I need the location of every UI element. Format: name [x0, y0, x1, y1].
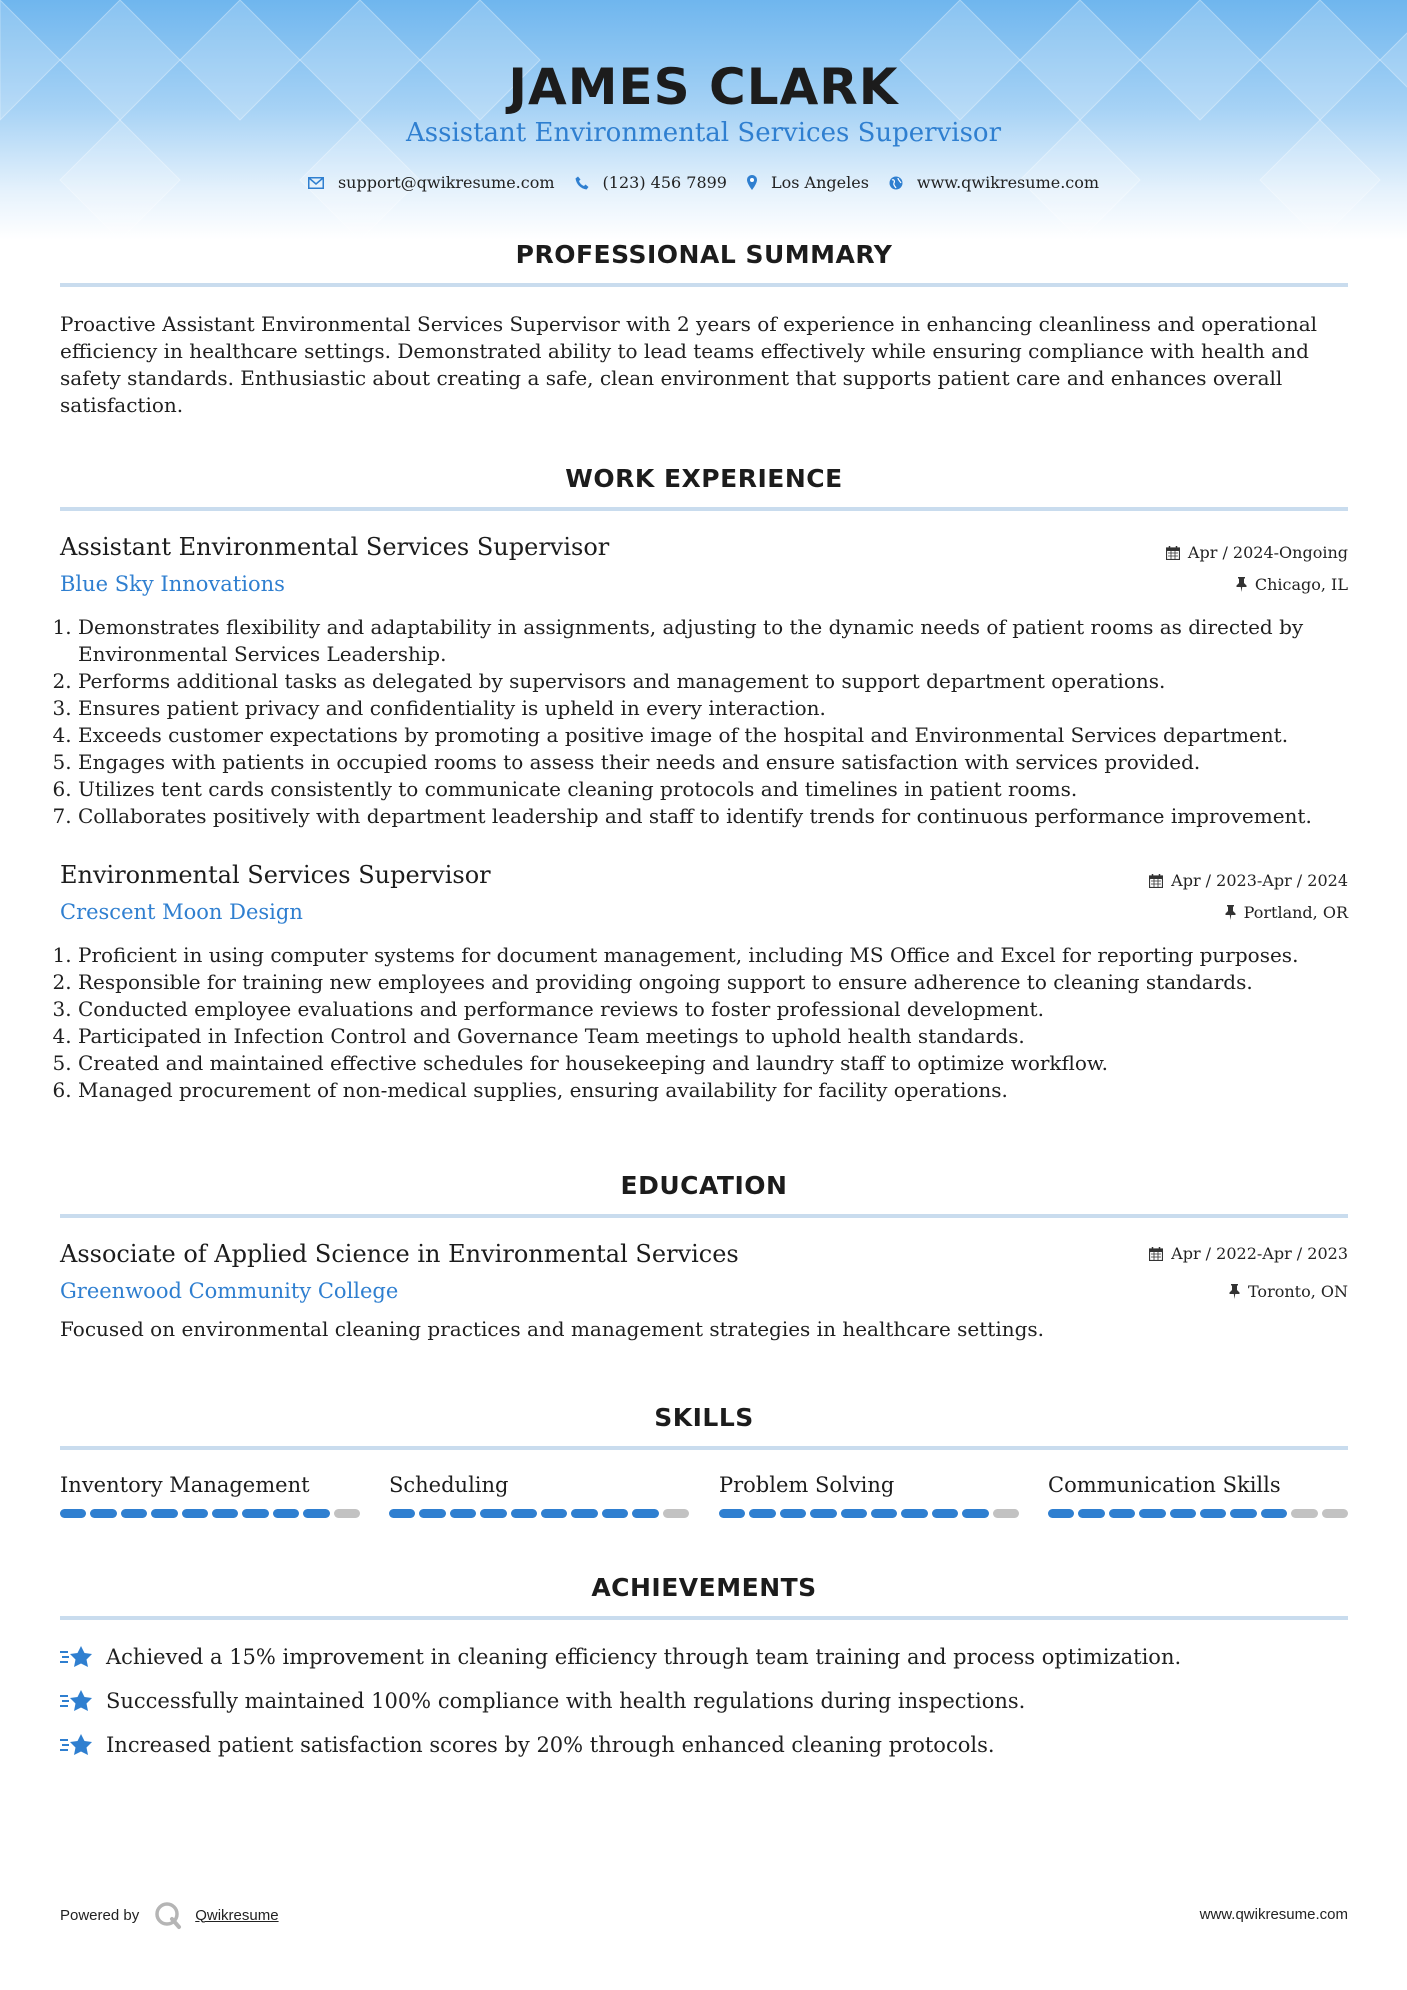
skill-name: Problem Solving	[719, 1473, 895, 1497]
contact-website-text: www.qwikresume.com	[916, 173, 1100, 192]
skill-segment-empty	[1291, 1509, 1317, 1518]
job-location-text: Portland, OR	[1243, 903, 1348, 922]
header-banner	[0, 0, 1407, 240]
duty-item: 4. Participated in Infection Control and Governance Team meetings to uphold health standards.	[78, 1023, 1366, 1050]
pushpin-icon	[1225, 905, 1236, 920]
footer-branding	[60, 1900, 279, 1930]
achievement-item	[60, 1688, 1025, 1714]
calendar-icon	[1149, 1247, 1163, 1261]
contact-location-text: Los Angeles	[770, 173, 869, 192]
powered-by-label: Powered by	[60, 1906, 140, 1924]
job-location-text: Chicago, IL	[1254, 575, 1348, 594]
job-title: Environmental Services Supervisor	[60, 861, 491, 889]
skill-segment-filled	[841, 1509, 867, 1518]
skill-level-bar	[389, 1509, 689, 1518]
education-location	[1229, 1282, 1348, 1301]
qwikresume-logo-icon	[153, 1900, 183, 1930]
calendar-icon	[1149, 874, 1163, 888]
qwikresume-link[interactable]: Qwikresume	[195, 1906, 279, 1924]
contact-location	[747, 173, 869, 192]
duty-item: 7. Collaborates positively with department leadership and staff to identify trends for continuous performance improvement.	[78, 803, 1366, 830]
skill-item	[389, 1473, 689, 1518]
education-description: Focused on environmental cleaning practices and management strategies in healthcare settings.	[60, 1317, 1045, 1341]
skill-segment-filled	[151, 1509, 177, 1518]
summary-text: Proactive Assistant Environmental Services Supervisor with 2 years of experience in enhancing cleanliness and operational efficiency in healthcare settings. Demonstrated ability to lead teams effectively while ensuring compliance with health and safety standards. Enthusiastic about creating a safe, clean environment that supports patient care and enhances overall satisfaction.	[60, 312, 1318, 417]
job-location	[1236, 575, 1348, 594]
degree-title: Associate of Applied Science in Environmental Services	[60, 1240, 739, 1268]
skill-segment-filled	[1200, 1509, 1226, 1518]
phone-icon	[575, 176, 589, 190]
achievement-text: Increased patient satisfaction scores by 20% through enhanced cleaning protocols.	[106, 1733, 995, 1757]
education-dates	[1149, 1244, 1348, 1263]
duty-item: 6. Managed procurement of non-medical supplies, ensuring availability for facility operations.	[78, 1077, 1366, 1104]
contact-email[interactable]	[308, 173, 555, 192]
skill-segment-filled	[419, 1509, 445, 1518]
education-location-text: Toronto, ON	[1248, 1282, 1348, 1301]
skill-name: Scheduling	[389, 1473, 509, 1497]
skill-segment-filled	[1048, 1509, 1074, 1518]
skill-segment-filled	[749, 1509, 775, 1518]
education-heading: EDUCATION	[620, 1171, 788, 1200]
achievement-text: Achieved a 15% improvement in cleaning efficiency through team training and process optimization.	[106, 1645, 1182, 1669]
skill-segment-filled	[60, 1509, 86, 1518]
skill-segment-empty	[993, 1509, 1019, 1518]
skill-item	[60, 1473, 360, 1518]
duty-item: 2. Performs additional tasks as delegated by supervisors and management to support department operations.	[78, 668, 1366, 695]
duty-item: 5. Engages with patients in occupied rooms to assess their needs and ensure satisfaction with services provided.	[78, 749, 1366, 776]
education-divider	[60, 1214, 1348, 1218]
company-name: Crescent Moon Design	[60, 900, 303, 924]
pushpin-icon	[1229, 1284, 1240, 1299]
calendar-icon	[1166, 546, 1180, 560]
duty-item: 1. Proficient in using computer systems for document management, including MS Office and Excel for reporting purposes.	[78, 942, 1366, 969]
achievement-text: Successfully maintained 100% compliance with health regulations during inspections.	[106, 1689, 1026, 1713]
skill-segment-filled	[273, 1509, 299, 1518]
skill-segment-filled	[871, 1509, 897, 1518]
skill-segment-filled	[121, 1509, 147, 1518]
duty-item: 3. Conducted employee evaluations and performance reviews to foster professional development.	[78, 996, 1366, 1023]
skill-segment-filled	[212, 1509, 238, 1518]
skill-level-bar	[60, 1509, 360, 1518]
duty-item: 5. Created and maintained effective schedules for housekeeping and laundry staff to optimize workflow.	[78, 1050, 1366, 1077]
skill-name: Communication Skills	[1048, 1473, 1281, 1497]
skill-segment-filled	[1230, 1509, 1256, 1518]
skill-segment-filled	[632, 1509, 658, 1518]
skills-divider	[60, 1446, 1348, 1450]
footer-website[interactable]: www.qwikresume.com	[1199, 1906, 1348, 1923]
summary-divider	[60, 283, 1348, 287]
achievements-divider	[60, 1616, 1348, 1620]
job-location	[1225, 903, 1348, 922]
experience-heading: WORK EXPERIENCE	[565, 464, 843, 493]
skill-name: Inventory Management	[60, 1473, 310, 1497]
duty-list	[60, 614, 1366, 830]
skill-segment-filled	[780, 1509, 806, 1518]
skill-segment-filled	[1170, 1509, 1196, 1518]
contact-website[interactable]	[889, 173, 1099, 192]
job-dates	[1149, 871, 1348, 890]
skill-segment-filled	[1261, 1509, 1287, 1518]
duty-item: 6. Utilizes tent cards consistently to communicate cleaning protocols and timelines in patient rooms.	[78, 776, 1366, 803]
skill-segment-empty	[334, 1509, 360, 1518]
skill-segment-filled	[901, 1509, 927, 1518]
contact-bar	[0, 173, 1407, 192]
skill-segment-empty	[663, 1509, 689, 1518]
skill-segment-filled	[719, 1509, 745, 1518]
company-name: Blue Sky Innovations	[60, 572, 285, 596]
skill-segment-empty	[1322, 1509, 1348, 1518]
summary-heading: PROFESSIONAL SUMMARY	[515, 240, 893, 269]
skill-item	[1048, 1473, 1348, 1518]
skill-item	[719, 1473, 1019, 1518]
skill-segment-filled	[90, 1509, 116, 1518]
skill-segment-filled	[182, 1509, 208, 1518]
candidate-name: JAMES CLARK	[508, 58, 899, 116]
globe-icon	[889, 176, 903, 190]
education-dates-text: Apr / 2022-Apr / 2023	[1171, 1244, 1348, 1263]
job-title: Assistant Environmental Services Supervisor	[60, 533, 610, 561]
skill-segment-filled	[541, 1509, 567, 1518]
school-name: Greenwood Community College	[60, 1279, 399, 1303]
skill-segment-filled	[962, 1509, 988, 1518]
star-icon	[60, 1732, 94, 1758]
duty-item: 1. Demonstrates flexibility and adaptability in assignments, adjusting to the dynamic needs of patient rooms as directed by Environmental Services Leadership.	[78, 614, 1366, 668]
envelope-icon	[308, 177, 324, 189]
duty-list	[60, 942, 1366, 1104]
skill-segment-filled	[242, 1509, 268, 1518]
experience-divider	[60, 507, 1348, 511]
pushpin-icon	[1236, 577, 1247, 592]
skill-segment-filled	[389, 1509, 415, 1518]
skills-heading: SKILLS	[654, 1403, 754, 1432]
skill-segment-filled	[511, 1509, 537, 1518]
map-pin-icon	[747, 175, 757, 190]
duty-item: 3. Ensures patient privacy and confidentiality is upheld in every interaction.	[78, 695, 1366, 722]
achievement-item	[60, 1644, 1181, 1670]
contact-email-text: support@qwikresume.com	[337, 173, 555, 192]
duty-item: 4. Exceeds customer expectations by promoting a positive image of the hospital and Environmental Services department.	[78, 722, 1366, 749]
skill-level-bar	[719, 1509, 1019, 1518]
skill-segment-filled	[450, 1509, 476, 1518]
skill-segment-filled	[810, 1509, 836, 1518]
skill-segment-filled	[1078, 1509, 1104, 1518]
skill-segment-filled	[1109, 1509, 1135, 1518]
duty-item: 2. Responsible for training new employees and providing ongoing support to ensure adherence to cleaning standards.	[78, 969, 1366, 996]
job-dates-text: Apr / 2024-Ongoing	[1187, 543, 1348, 562]
job-dates	[1166, 543, 1348, 562]
star-icon	[60, 1688, 94, 1714]
achievement-item	[60, 1732, 995, 1758]
job-dates-text: Apr / 2023-Apr / 2024	[1171, 871, 1348, 890]
skill-segment-filled	[571, 1509, 597, 1518]
contact-phone[interactable]	[575, 173, 727, 192]
skill-segment-filled	[480, 1509, 506, 1518]
skill-segment-filled	[303, 1509, 329, 1518]
achievements-heading: ACHIEVEMENTS	[591, 1573, 817, 1602]
skill-level-bar	[1048, 1509, 1348, 1518]
skill-segment-filled	[1139, 1509, 1165, 1518]
star-icon	[60, 1644, 94, 1670]
skill-segment-filled	[932, 1509, 958, 1518]
candidate-title: Assistant Environmental Services Supervisor	[405, 118, 1002, 148]
skill-segment-filled	[602, 1509, 628, 1518]
contact-phone-text: (123) 456 7899	[602, 173, 727, 192]
